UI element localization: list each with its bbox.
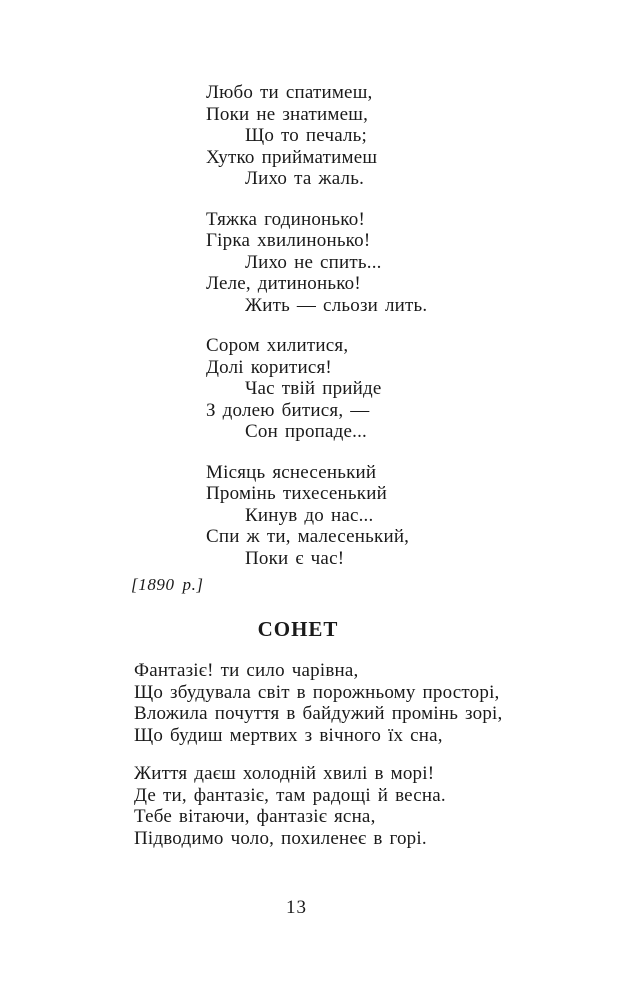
sonnet-title: СОНЕТ: [257, 617, 339, 641]
poem-line: Жить — сльози лить.: [245, 294, 428, 316]
poem-date: [1890 р.]: [131, 575, 204, 594]
poem-sonnet: [134, 660, 502, 866]
poem-line: Промінь тихесенький: [206, 483, 387, 504]
poem-line: Що будиш мертвих з вічного їх сна,: [134, 724, 443, 746]
poem-line: Спи ж ти, малесенький,: [206, 526, 410, 547]
poem-line: Лихо не спить...: [245, 251, 382, 273]
stanza-4: [206, 462, 427, 570]
page-number: 13: [286, 897, 307, 918]
poem-line: Тебе вітаючи, фантазіє ясна,: [134, 806, 376, 827]
stanza-2: [206, 209, 427, 317]
poem-line: Гірка хвилинонько!: [206, 230, 371, 251]
poem-line: Фантазіє! ти сило чарівна,: [134, 660, 359, 681]
poem-line: Де ти, фантазіє, там радощі й весна.: [134, 784, 446, 806]
poem-line: Любо ти спатимеш,: [206, 82, 373, 103]
poem-untitled: [206, 82, 427, 588]
poem-line: Долі коритися!: [206, 356, 332, 378]
poem-line: Сон пропаде...: [245, 421, 368, 442]
poem-line: Що то печаль;: [245, 125, 368, 146]
poem-line: Лихо та жаль.: [245, 168, 365, 189]
stanza-3: [206, 335, 427, 443]
poem-line: Підводимо чоло, похиленеє в горі.: [134, 827, 427, 849]
poem-line: Що збудувала світ в порожньому просторі,: [134, 681, 500, 703]
poem-line: Тяжка годинонько!: [206, 208, 365, 230]
poem-line: Життя даєш холодній хвилі в морі!: [134, 763, 435, 784]
poem-line: Хутко прийматимеш: [206, 146, 378, 168]
poem-line: Час твій прийде: [245, 378, 382, 399]
poem-line: Сором хилитися,: [206, 335, 349, 356]
poem-line: Поки є час!: [245, 547, 345, 569]
stanza-1: [206, 82, 427, 190]
sonnet-stanza-1: [134, 660, 502, 746]
poem-line: Леле, дитинонько!: [206, 273, 361, 294]
poem-line: Поки не знатимеш,: [206, 103, 369, 125]
poem-line: З долею битися, —: [206, 399, 370, 421]
poem-line: Вложила почуття в байдужий промінь зорі,: [134, 703, 503, 724]
poem-line: Місяць яснесенький: [206, 461, 377, 483]
sonnet-stanza-2: [134, 763, 502, 849]
poem-line: Кинув до нас...: [245, 504, 374, 526]
